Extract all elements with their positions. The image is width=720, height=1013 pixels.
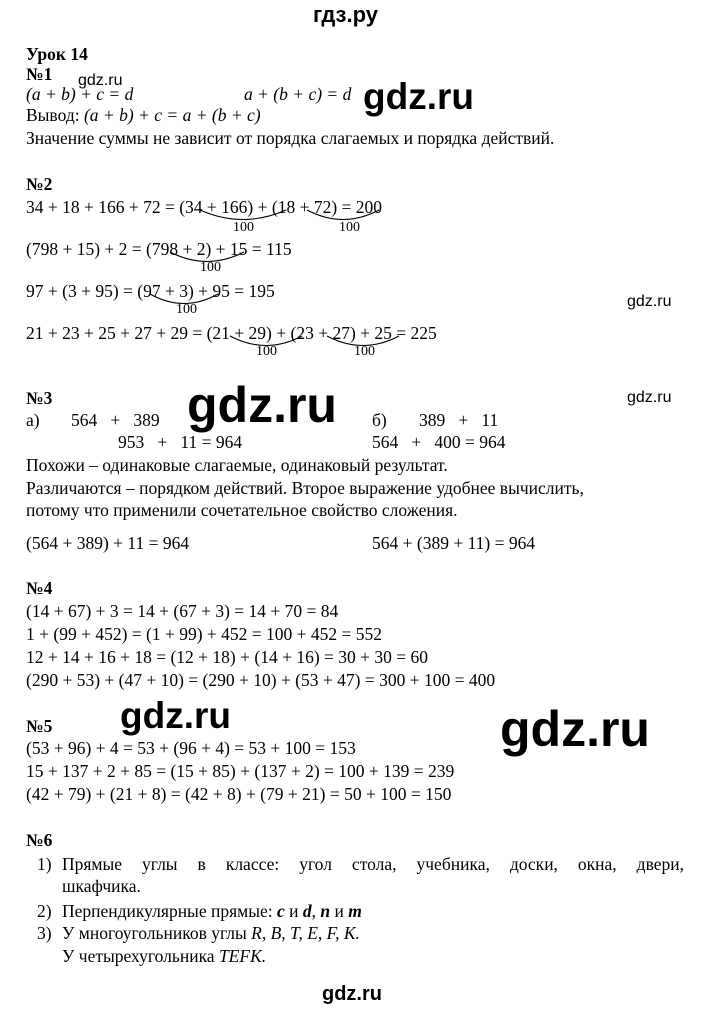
task6-item2-and-1: и [289, 901, 299, 921]
task6-item2 [62, 900, 362, 922]
task6-item1-number: 1) [37, 854, 52, 874]
task5-line-3: (42 + 79) + (21 + 8) = (42 + 8) + (79 + 21) = 50 + 100 = 150 [26, 784, 452, 804]
task2-line-2: (798 + 15) + 2 = (798 + 2) + 15 = 115 [26, 239, 292, 259]
task2-sum-label-1: 100 [233, 220, 254, 235]
task5-line-1: (53 + 96) + 4 = 53 + (96 + 4) = 53 + 100 = 153 [26, 738, 356, 758]
task2-sum-label-3: 100 [200, 260, 221, 275]
task3-expr-right: 564 + (389 + 11) = 964 [372, 533, 536, 553]
task1-conclusion [26, 104, 261, 126]
task6-item2-comma: , [311, 901, 316, 921]
task3-differ-1: Различаются – порядком действий. Второе выражение удобнее вычислить, [26, 478, 584, 498]
watermark-large: gdz.ru [500, 701, 650, 757]
task6-item2-line-d: d [302, 901, 312, 921]
task2-sum-label-4: 100 [176, 302, 197, 317]
task6-item1-line-1: Прямые углы в классе: угол стола, учебника, доски, окна, двери, [62, 854, 684, 874]
watermark-small: gdz.ru [627, 293, 672, 310]
task3-number: №3 [26, 388, 53, 408]
site-header[interactable]: гдз.ру [313, 2, 378, 27]
task3-similar: Похожи – одинаковые слагаемые, одинаковый результат. [26, 455, 448, 475]
watermark-large: gdz.ru [120, 695, 231, 736]
task6-item2-and-2: и [334, 901, 344, 921]
task6-item2-line-c: c [276, 901, 285, 921]
task6-item2-line-n: n [320, 901, 331, 921]
task2-line-4: 21 + 23 + 25 + 27 + 29 = (21 + 29) + (23 + 27) + 25 = 225 [26, 323, 437, 343]
task6-item3-number: 3) [37, 923, 52, 943]
task4-line-2: 1 + (99 + 452) = (1 + 99) + 452 = 100 + 452 = 552 [26, 624, 383, 644]
task6-item2-line-m: m [348, 901, 362, 921]
task6-item3-letters: R, B, T, E, F, K. [251, 923, 360, 943]
task2-sum-label-6: 100 [354, 344, 375, 359]
task1-number: №1 [26, 64, 53, 84]
lesson-title: Урок 14 [26, 44, 88, 64]
task3-a-line-1: 564 + 389 [71, 410, 160, 430]
task3-b-label: б) [372, 410, 387, 430]
task2-line-3: 97 + (3 + 95) = (97 + 3) + 95 = 195 [26, 281, 275, 301]
task1-eq-left: (a + b) + c = d [26, 84, 134, 104]
task1-conclusion-label: Вывод: [26, 105, 80, 125]
task1-statement: Значение суммы не зависит от порядка слагаемых и порядка действий. [26, 128, 555, 148]
task5-line-2: 15 + 137 + 2 + 85 = (15 + 85) + (137 + 2) = 100 + 139 = 239 [26, 761, 455, 781]
task4-line-3: 12 + 14 + 16 + 18 = (12 + 18) + (14 + 16) = 30 + 30 = 60 [26, 647, 429, 667]
task6-number: №6 [26, 830, 53, 850]
task6-item3-text: У многоугольников углы [62, 923, 247, 943]
task6-item1-line-2: шкафчика. [62, 876, 141, 896]
watermark-small: gdz.ru [627, 389, 672, 406]
task6-item2-text: Перпендикулярные прямые: [62, 901, 273, 921]
task3-a-label: а) [26, 410, 40, 430]
task6-item3-line-2-text: У четырехугольника [62, 946, 215, 966]
task3-differ-2: потому что применили сочетательное свойство сложения. [26, 500, 458, 520]
task1-conclusion-expr: (a + b) + c = a + (b + c) [83, 105, 261, 125]
task4-line-4: (290 + 53) + (47 + 10) = (290 + 10) + (53 + 47) = 300 + 100 = 400 [26, 670, 496, 690]
task6-item2-number: 2) [37, 901, 52, 921]
watermark-large: gdz.ru [363, 76, 474, 117]
task2-number: №2 [26, 174, 53, 194]
task3-a-line-2: 953 + 11 = 964 [118, 432, 243, 452]
task6-item3 [62, 922, 360, 944]
task2-sum-label-5: 100 [256, 344, 277, 359]
task3-expr-left: (564 + 389) + 11 = 964 [26, 533, 190, 553]
footer-watermark[interactable]: gdz.ru [322, 983, 382, 1005]
watermark-small: gdz.ru [78, 72, 123, 89]
task1-eq-right: a + (b + c) = d [244, 84, 352, 104]
task2-sum-label-2: 100 [339, 220, 360, 235]
task5-number: №5 [26, 716, 53, 736]
task3-b-line-1: 389 + 11 [419, 410, 499, 430]
watermark-large: gdz.ru [187, 377, 337, 433]
task4-line-1: (14 + 67) + 3 = 14 + (67 + 3) = 14 + 70 = 84 [26, 601, 339, 621]
task6-item3-line-2 [62, 945, 266, 967]
task2-line-1: 34 + 18 + 166 + 72 = (34 + 166) + (18 + 72) = 200 [26, 197, 383, 217]
task3-b-line-2: 564 + 400 = 964 [372, 432, 506, 452]
task6-item3-quadrilateral-name: TEFK. [218, 946, 267, 966]
task4-number: №4 [26, 578, 53, 598]
